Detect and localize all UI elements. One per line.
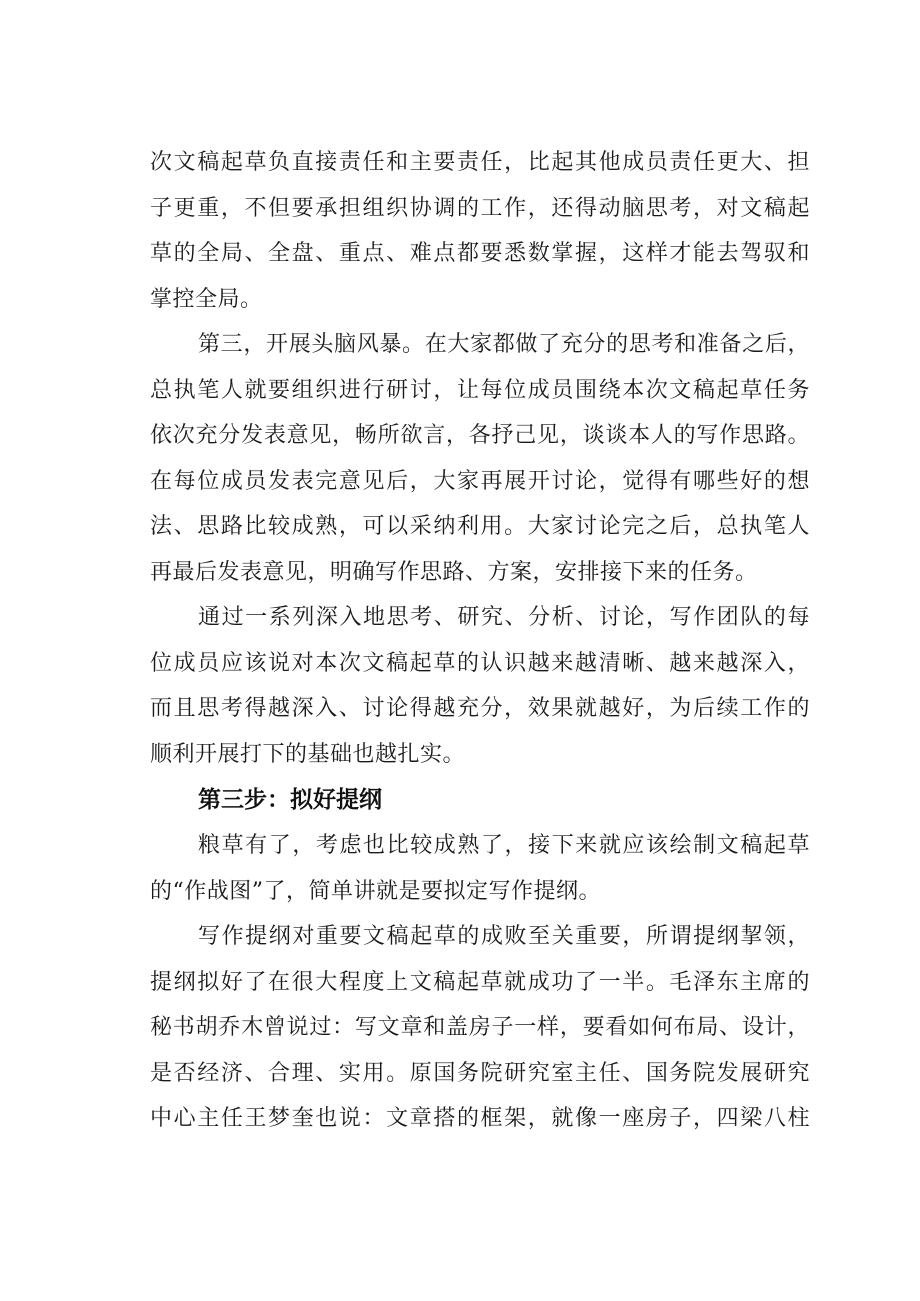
text-line: 是否经济、合理、实用。原国务院研究室主任、国务院发展研究 bbox=[150, 1060, 810, 1086]
text-line: 掌控全局。 bbox=[150, 286, 263, 312]
text-line: 提纲拟好了在很大程度上文稿起草就成功了一半。毛泽东主席的 bbox=[150, 969, 810, 995]
text-line: 通过一系列深入地思考、研究、分析、讨论，写作团队的每 bbox=[198, 605, 810, 630]
text-line: 草的全局、全盘、重点、难点都要悉数掌握，这样才能去驾驭和 bbox=[150, 241, 810, 266]
text-line: 子更重，不但要承担组织协调的工作，还得动脑思考，对文稿起 bbox=[150, 195, 810, 221]
text-line: 第三，开展头脑风暴。在大家都做了充分的思考和准备之后， bbox=[198, 332, 810, 357]
paragraph-2 bbox=[150, 322, 810, 595]
document-page bbox=[150, 140, 810, 1142]
paragraph-1 bbox=[150, 140, 810, 322]
text-line: 粮草有了，考虑也比较成熟了，接下来就应该绘制文稿起草 bbox=[198, 833, 810, 858]
text-line: 的“作战图”了，简单讲就是要拟定写作提纲。 bbox=[150, 878, 601, 904]
text-line: 在每位成员发表完意见后，大家再展开讨论，觉得有哪些好的想 bbox=[150, 468, 810, 494]
text-line: 写作提纲对重要文稿起草的成败至关重要，所谓提纲挈领， bbox=[198, 924, 810, 949]
text-line: 而且思考得越深入、讨论得越充分，效果就越好，为后续工作的 bbox=[150, 696, 810, 721]
paragraph-5 bbox=[150, 914, 810, 1142]
text-line: 法、思路比较成熟，可以采纳利用。大家讨论完之后，总执笔人 bbox=[150, 514, 810, 539]
text-line: 位成员应该说对本次文稿起草的认识越来越清晰、越来越深入， bbox=[150, 650, 810, 676]
text-line: 秘书胡乔木曾说过：写文章和盖房子一样，要看如何布局、设计， bbox=[150, 1015, 810, 1040]
text-line: 依次充分发表意见，畅所欲言，各抒己见，谈谈本人的写作思路。 bbox=[150, 423, 810, 448]
section-heading: 第三步：拟好提纲 bbox=[198, 787, 382, 813]
paragraph-3 bbox=[150, 595, 810, 777]
text-line: 中心主任王梦奎也说：文章搭的框架，就像一座房子，四梁八柱 bbox=[150, 1106, 810, 1131]
paragraph-4 bbox=[150, 823, 810, 914]
text-line: 总执笔人就要组织进行研讨，让每位成员围绕本次文稿起草任务 bbox=[150, 377, 810, 403]
text-line: 再最后发表意见，明确写作思路、方案，安排接下来的任务。 bbox=[150, 559, 758, 585]
text-line: 顺利开展打下的基础也越扎实。 bbox=[150, 741, 466, 767]
text-line: 次文稿起草负直接责任和主要责任，比起其他成员责任更大、担 bbox=[150, 150, 810, 175]
